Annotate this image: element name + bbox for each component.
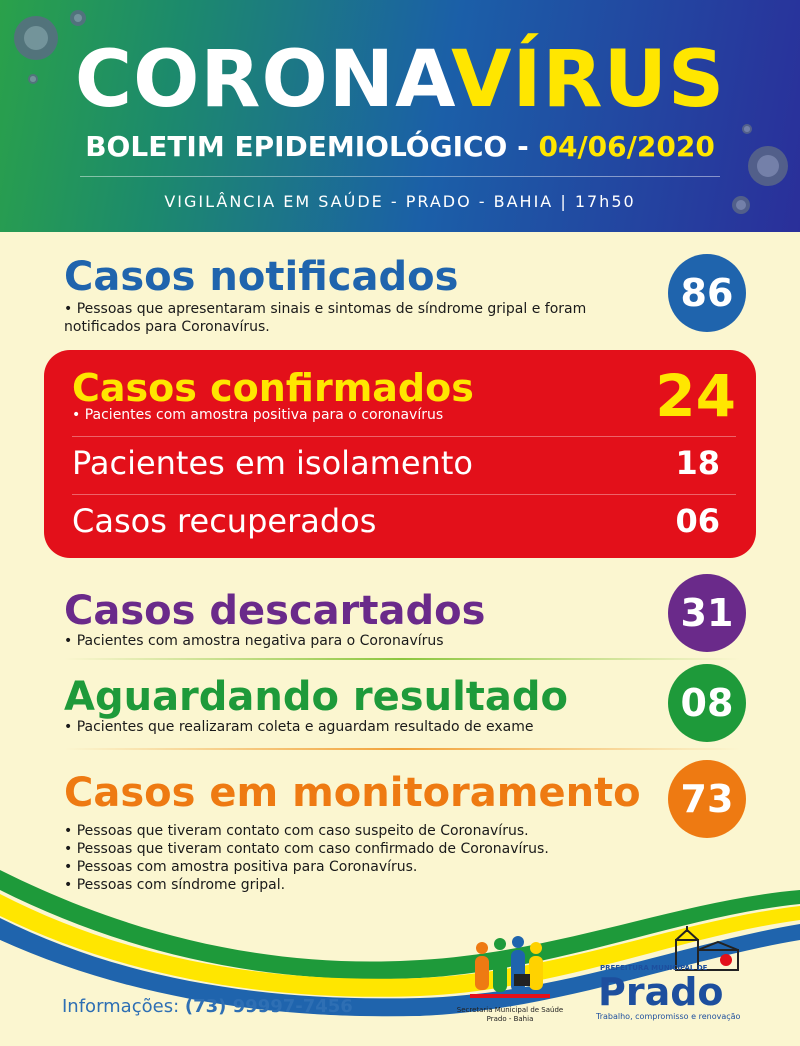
prefeitura-slogan: Trabalho, compromisso e renovação (596, 1012, 741, 1021)
people-icon (460, 934, 560, 1006)
secretaria-caption (450, 1006, 570, 1024)
bulletin-date: 04/06/2020 (538, 130, 715, 163)
title-part-yellow: VÍRUS (451, 35, 726, 125)
section-divider (64, 658, 740, 660)
list-item: • Pessoas que tiveram contato com caso suspeito de Coronavírus. (64, 823, 529, 839)
secretaria-line2: Prado - Bahia (486, 1015, 534, 1023)
header-divider (80, 176, 720, 177)
list-item: • Pessoas que tiveram contato com caso confirmado de Coronavírus. (64, 841, 549, 857)
list-item: • Pessoas com síndrome gripal. (64, 877, 286, 893)
descartados-count: 31 (668, 574, 746, 652)
contact-phone[interactable]: (73) 99997-7456 (184, 996, 353, 1017)
notificados-desc: • Pessoas que apresentaram sinais e sintomas de síndrome gripal e foram notificados para Coronavírus. (64, 301, 587, 335)
aguardando-title: Aguardando resultado (64, 674, 569, 720)
confirmados-count: 24 (655, 362, 736, 430)
confirmados-divider (72, 436, 736, 437)
secretaria-line1: Secretaria Municipal de Saúde (456, 1006, 564, 1014)
virus-icon (70, 10, 86, 26)
section-divider (64, 748, 740, 750)
monitoramento-count: 73 (668, 760, 746, 838)
isolamento-label: Pacientes em isolamento (72, 444, 473, 482)
header-info-line: VIGILÂNCIA EM SAÚDE - PRADO - BAHIA | 17h50 (164, 192, 636, 211)
subtitle-text: BOLETIM EPIDEMIOLÓGICO - (85, 130, 539, 163)
monitoramento-title: Casos em monitoramento (64, 770, 641, 816)
descartados-title: Casos descartados (64, 588, 486, 634)
aguardando-count: 08 (668, 664, 746, 742)
list-item: • Pessoas com amostra positiva para Coronavírus. (64, 859, 418, 875)
aguardando-desc: • Pacientes que realizaram coleta e aguardam resultado de exame (64, 719, 534, 735)
descartados-desc: • Pacientes com amostra negativa para o Coronavírus (64, 633, 444, 649)
title-part-white: CORONA (74, 35, 452, 125)
confirmados-desc: • Pacientes com amostra positiva para o coronavírus (72, 407, 444, 423)
confirmados-divider (72, 494, 736, 495)
recuperados-label: Casos recuperados (72, 502, 377, 540)
contact-info (62, 996, 353, 1017)
header-banner (0, 0, 800, 232)
bulletin-subtitle (0, 130, 800, 163)
secretaria-logo (456, 934, 564, 1034)
contact-label: Informações: (62, 996, 185, 1017)
prefeitura-label: PREFEITURA MUNICIPAL DE (600, 964, 708, 972)
confirmados-title: Casos confirmados (72, 366, 474, 410)
page-title (0, 35, 800, 125)
notificados-count: 86 (668, 254, 746, 332)
prefeitura-logo (596, 926, 756, 1026)
isolamento-count: 18 (675, 444, 720, 482)
city-name: Prado (598, 970, 724, 1014)
confirmados-panel (44, 350, 756, 558)
notificados-title: Casos notificados (64, 254, 459, 300)
recuperados-count: 06 (675, 502, 720, 540)
